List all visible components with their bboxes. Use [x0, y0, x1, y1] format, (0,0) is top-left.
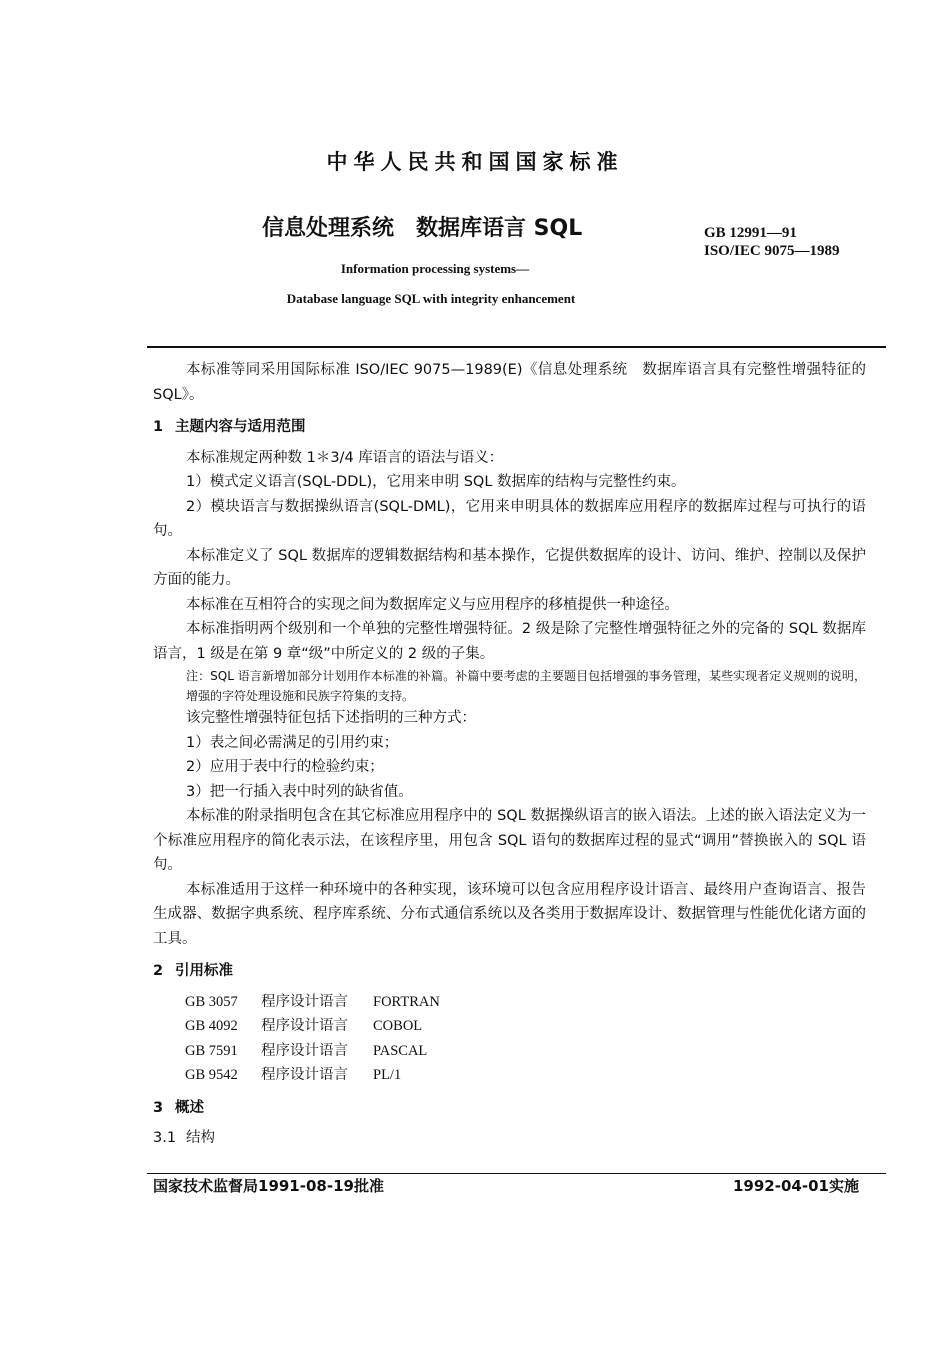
section-2-title: 引用标准 [175, 963, 233, 979]
title-en-line-2: Database language SQL with integrity enhancement [286, 291, 576, 306]
title-en-line-1: Information processing systems— [340, 261, 530, 276]
iso-number: ISO/IEC 9075—1989 [704, 243, 840, 259]
effective-date-line: 1992-04-01实施 [733, 1177, 859, 1195]
reference-standards-table [185, 990, 440, 1088]
subsection-3-1-heading [153, 1126, 866, 1151]
section-1-title: 主题内容与适用范围 [175, 419, 306, 435]
section-2-heading [153, 959, 866, 984]
intro-paragraph: 本标准等同采用国际标准 ISO/IEC 9075—1989(E)《信息处理系统 数据库语言具有完整性增强特征的 SQL》。 [153, 362, 866, 403]
ref-lang: PL/1 [373, 1067, 402, 1083]
list-item: 1）表之间必需满足的引用约束； [186, 734, 399, 751]
title-part-1: 信息处理系统 [262, 216, 395, 241]
paragraph: 本标准在互相符合的实现之间为数据库定义与应用程序的移植提供一种途径。 [186, 596, 679, 613]
paragraph: 本标准规定两种数 1＊3/4 库语言的语法与语义： [186, 449, 504, 466]
approval-line: 国家技术监督局1991-08-19批准 [153, 1177, 384, 1195]
ref-type: 程序设计语言 [261, 993, 348, 1010]
standard-number: GB 12991—91 [704, 225, 797, 241]
paragraph: 本标准指明两个级别和一个单独的完整性增强特征。2 级是除了完整性增强特征之外的完备的 SQL 数据库语言，1 级是在第 9 章“级”中所定义的 2 级的子集。 [153, 621, 866, 662]
section-2-number: 2 [153, 963, 164, 979]
ref-code: GB 9542 [185, 1067, 238, 1083]
header-divider [147, 346, 886, 348]
paragraph: 该完整性增强特征包括下述指明的三种方式： [186, 710, 476, 726]
document-body [153, 358, 866, 1151]
ref-type: 程序设计语言 [261, 1018, 348, 1034]
note: 注：SQL 语言新增加部分计划用作本标准的补篇。补篇中要考虑的主要题目包括增强的事务管理，某些实现者定义规则的说明，增强的字符处理设施和民族字符集的支持。 [186, 669, 866, 703]
section-3-number: 3 [153, 1099, 164, 1116]
document-title-cn [262, 211, 582, 242]
paragraph: 本标准适用于这样一种环境中的各种实现，该环境可以包含应用程序设计语言、最终用户查询语言、报告生成器、数据字典系统、程序库系统、分布式通信系统以及各类用于数据库设计、数据管理与性能优化诸方面的工具。 [153, 881, 866, 947]
subsection-title: 结构 [186, 1130, 215, 1146]
ref-code: GB 4092 [185, 1018, 238, 1034]
ref-type: 程序设计语言 [261, 1042, 348, 1059]
list-item: 2）模块语言与数据操纵语言(SQL-DML)，它用来申明具体的数据库应用程序的数据库过程与可执行的语句。 [153, 498, 866, 539]
ref-code: GB 3057 [185, 993, 238, 1010]
national-standard-heading: 中华人民共和国国家标准 [326, 150, 624, 174]
ref-code: GB 7591 [185, 1042, 238, 1059]
list-item: 2）应用于表中行的检验约束； [186, 759, 384, 775]
table-row [185, 1063, 440, 1088]
paragraph: 本标准的附录指明包含在其它标准应用程序中的 SQL 数据操纵语言的嵌入语法。上述的嵌入语法定义为一个标准应用程序的简化表示法，在该程序里，用包含 SQL 语句的数据库过程的显式“调用”替换嵌入的 SQL 语句。 [153, 808, 866, 873]
section-1-heading [153, 415, 866, 440]
list-item: 1）模式定义语言(SQL-DDL)，它用来申明 SQL 数据库的结构与完整性约束。 [186, 474, 686, 490]
section-3-heading [153, 1096, 866, 1121]
paragraph: 本标准定义了 SQL 数据库的逻辑数据结构和基本操作，它提供数据库的设计、访问、维护、控制以及保护方面的能力。 [153, 547, 866, 588]
list-item: 3）把一行插入表中时列的缺省值。 [186, 783, 413, 800]
title-part-2: 数据库语言 SQL [416, 216, 583, 241]
ref-lang: COBOL [373, 1018, 423, 1034]
table-row [185, 1039, 440, 1064]
section-3-title: 概述 [175, 1099, 204, 1116]
footer-divider [147, 1173, 886, 1174]
section-1-number: 1 [153, 419, 164, 435]
ref-type: 程序设计语言 [261, 1067, 348, 1083]
subsection-number: 3.1 [153, 1130, 177, 1146]
table-row [185, 1014, 440, 1039]
ref-lang: PASCAL [373, 1042, 428, 1059]
table-row [185, 990, 440, 1015]
ref-lang: FORTRAN [373, 993, 440, 1010]
